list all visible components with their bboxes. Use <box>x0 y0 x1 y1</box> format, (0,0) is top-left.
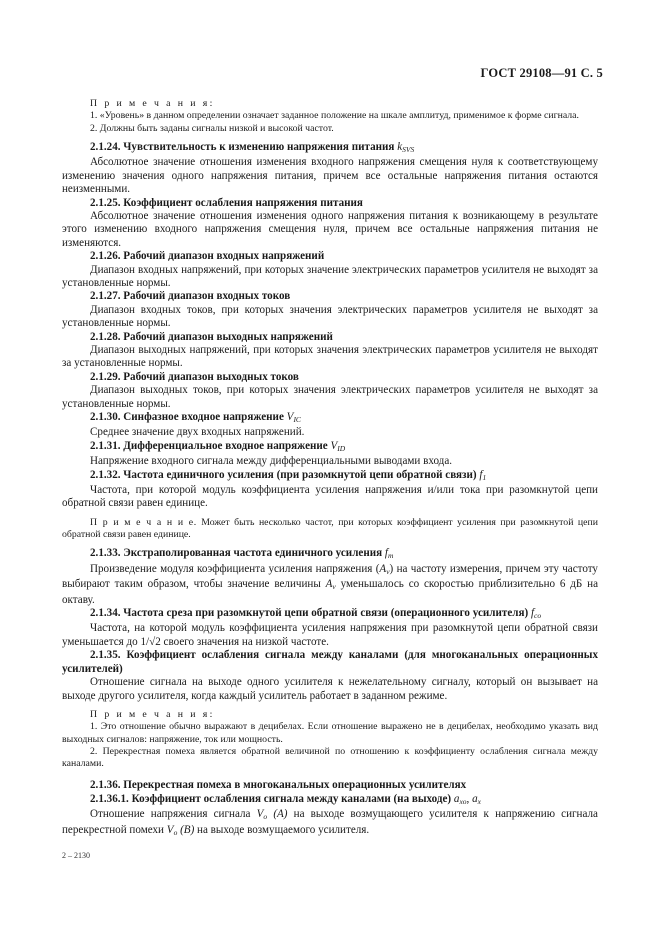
symbol: f <box>384 547 389 560</box>
section-body: Отношение напряжения сигнала $V_o$ (A) на выходе возмущающего усилителя к напряжению сигнала перекрестной помехи $V_o$ (B) на выходе возмущаемого усилителя. <box>62 808 598 837</box>
symbol: f <box>530 607 535 620</box>
symbol: k <box>397 140 403 153</box>
section-body: Абсолютное значение отношения изменения входного напряжения смещения нуля к соответствующему изменению значения одного напряжения питания, причем все остальные напряжения питания остаются неизменными. <box>62 156 598 196</box>
section-title-2-1-26: 2.1.26. Рабочий диапазон входных напряжений <box>90 250 325 263</box>
section-title-2-1-28: 2.1.28. Рабочий диапазон выходных напряжений <box>90 330 333 343</box>
note-label: П р и м е ч а н и е. <box>90 516 197 528</box>
section-body: Диапазон входных токов, при которых значения электрических параметров усилителя не выходят за установленные нормы. <box>62 303 598 330</box>
section-body: Частота, при которой модуль коэффициента усиления напряжения и/или тока при разомкнутой цепи обратной связи равен единице. <box>62 484 598 510</box>
note-item: 2. Должны быть заданы сигналы низкой и высокой частот. <box>90 122 334 134</box>
section-title-2-1-24: 2.1.24. Чувствительность к изменению напряжения питания $k_{SVS}$ <box>90 140 415 154</box>
section-title-2-1-31: 2.1.31. Дифференциальное входное напряжение $V_{ID}$ <box>90 439 346 453</box>
section-title-2-1-33: 2.1.33. Экстраполированная частота единичного усиления $f_т$ <box>90 547 394 561</box>
section-body: Произведение модуля коэффициента усиления напряжения $(A_v)$ на частоту измерения, причем эту частоту выбирают таким образом, чтобы значение величины $A_v$ уменьшалось со скоростью приблизительно 6 дБ на октаву. <box>62 562 598 606</box>
note-item: 1. Это отношение обычно выражают в децибелах. Если отношение выражено не в децибелах, необходимо указать вид выходных сигналов: напряжение, ток или мощность. <box>62 721 598 745</box>
page-content <box>62 98 598 839</box>
section-title-2-1-34: 2.1.34. Частота среза при разомкнутой цепи обратной связи (операционного усилителя) $f_{co}$ <box>90 607 542 621</box>
note-block-3 <box>62 709 598 770</box>
note-item: 1. «Уровень» в данном определении означает заданное положение на шкале амплитуд, применимое к форме сигнала. <box>90 110 579 122</box>
section-title-2-1-30: 2.1.30. Синфазное входное напряжение $V_{IC}$ <box>90 411 301 425</box>
note-text: Может быть несколько частот, при которых коэффициент усиления при разомкнутой цепи обратной связи равен единице. <box>62 516 598 541</box>
section-body: Среднее значение двух входных напряжений. <box>90 426 305 439</box>
section-body: Напряжение входного сигнала между дифференциальными выводами входа. <box>90 455 453 468</box>
symbol: V <box>286 411 294 424</box>
section-body: Абсолютное значение отношения изменения одного напряжения питания к возникающему в результате этого изменению входного напряжения смещения нуля, причем все остальные напряжения питания не изменяются. <box>62 209 598 249</box>
note-heading: П р и м е ч а н и я: <box>90 708 215 720</box>
section-title-2-1-32: 2.1.32. Частота единичного усиления (при разомкнутой цепи обратной связи) $f_1$ <box>90 468 487 482</box>
section-title-2-1-36: 2.1.36. Перекрестная помеха в многоканальных операционных усилителях <box>90 779 467 792</box>
page-footer-signature: 2 – 2130 <box>62 851 90 860</box>
section-body: Частота, на которой модуль коэффициента усиления напряжения при разомкнутой цепи обратной связи уменьшается до 1/√2 своего значения на низкой частоте. <box>62 622 598 648</box>
section-body: Отношение сигнала на выходе одного усилителя к нежелательному сигналу, который он вызывает на выходе другого усилителя, когда каждый усилитель работает в заданном режиме. <box>62 676 598 702</box>
section-body: Диапазон выходных токов, при которых значения электрических параметров усилителя не выходят за установленные нормы. <box>62 384 598 410</box>
note-item: 2. Перекрестная помеха является обратной величиной по отношению к коэффициенту ослабления сигнала между каналами. <box>62 745 598 770</box>
symbol: f <box>479 468 483 481</box>
fraction-one-over-sqrt2: 1/√2 <box>140 635 161 648</box>
symbol: V <box>330 439 338 452</box>
section-title-2-1-27: 2.1.27. Рабочий диапазон входных токов <box>90 290 291 303</box>
page-header: ГОСТ 29108—91 С. 5 <box>480 66 603 80</box>
section-title-2-1-25: 2.1.25. Коэффициент ослабления напряжения питания <box>90 196 363 209</box>
section-body: Диапазон входных напряжений, при которых значение электрических параметров усилителя не выходят за установленные нормы. <box>62 263 598 289</box>
section-body: Диапазон выходных напряжений, при которых значения электрических параметров усилителя не выходят за установленные нормы. <box>62 343 598 370</box>
note-block-2 <box>62 517 598 542</box>
note-heading: П р и м е ч а н и я: <box>90 98 215 109</box>
section-title-2-1-36-1: 2.1.36.1. Коэффициент ослабления сигнала между каналами (на выходе) $a_{xo}$, $a_x$ <box>90 792 481 806</box>
note-block-1 <box>62 98 598 135</box>
section-title-2-1-29: 2.1.29. Рабочий диапазон выходных токов <box>90 370 299 383</box>
section-title-2-1-35: 2.1.35. Коэффициент ослабления сигнала между каналами (для многоканальных операционных усилителей) <box>62 649 598 675</box>
